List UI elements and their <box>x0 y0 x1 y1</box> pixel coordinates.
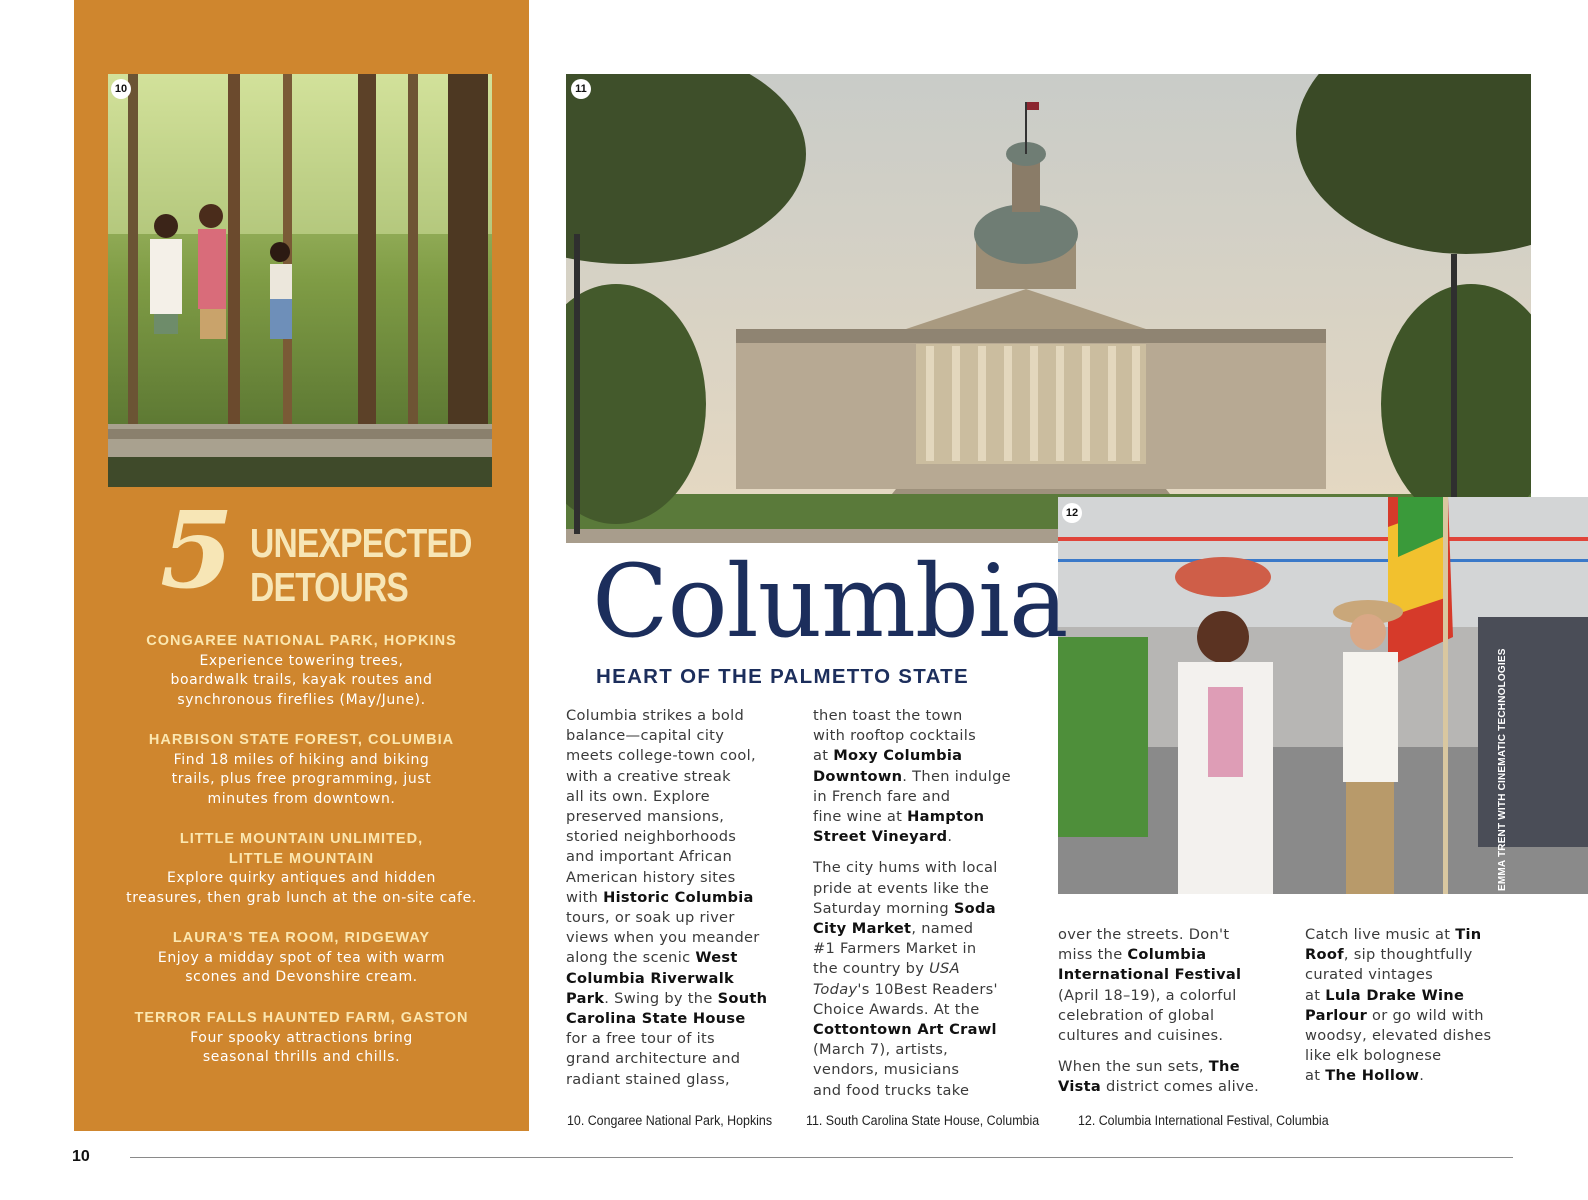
heading-line-2: DETOURS <box>250 564 409 610</box>
detour-item <box>74 830 529 908</box>
body-column-4: Catch live music at Tin Roof, sip thoughtfully curated vintages at Lula Drake Wine Parlour or go wild with woodsy, elevated dishes like elk bolognese at The Hollow. <box>1305 926 1492 1085</box>
page-number: 10 <box>72 1148 90 1165</box>
footer-rule <box>130 1157 1513 1158</box>
caption-11: 11. South Carolina State House, Columbia <box>806 1113 1040 1128</box>
photo-international-festival <box>1058 497 1588 894</box>
detour-desc-line: trails, plus free programming, just <box>171 771 432 787</box>
photo-state-house <box>566 74 1531 543</box>
detour-desc-line: Four spooky attractions bring <box>190 1029 413 1046</box>
detour-name: LITTLE MOUNTAIN <box>228 850 375 867</box>
detour-desc-line: Explore quirky antiques and hidden <box>167 870 436 886</box>
photo-badge-10: 10 <box>111 79 131 99</box>
detour-name: LAURA'S TEA ROOM, RIDGEWAY <box>172 930 431 946</box>
detour-name: TERROR FALLS HAUNTED FARM, GASTON <box>134 1010 469 1026</box>
detour-item <box>74 929 529 988</box>
detour-name: HARBISON STATE FOREST, COLUMBIA <box>148 732 455 748</box>
caption-10: 10. Congaree National Park, Hopkins <box>567 1113 773 1128</box>
photo-credit: EMMA TRENT WITH CINEMATIC TECHNOLOGIES <box>1497 648 1508 891</box>
heading-line-1: UNEXPECTED <box>250 520 472 566</box>
detour-desc-line: minutes from downtown. <box>207 790 396 807</box>
photo-badge-12: 12 <box>1062 503 1082 523</box>
article-subtitle: HEART OF THE PALMETTO STATE <box>596 665 969 688</box>
detour-desc-line: Enjoy a midday spot of tea with warm <box>157 949 446 966</box>
detour-item <box>74 731 529 809</box>
detour-item <box>74 1009 529 1068</box>
body-column-1: Columbia strikes a bold balance—capital city meets college-town cool, with a creative streak all its own. Explore preserved mansions, storied neighborhoods and important African American history sites with Historic Columbia tours, or soak up river views when you meander along the scenic West Columbia Riverwalk Park. Swing by the South Carolina State House for a free tour of its grand architecture and radiant stained glass, <box>566 707 768 1088</box>
detour-desc-line: Find 18 miles of hiking and biking <box>173 751 430 768</box>
body-column-3: over the streets. Don't miss the Columbia International Festival (April 18–19), a colorful celebration of global cultures and cuisines. When the sun sets, The Vista district comes alive. <box>1058 926 1260 1096</box>
photo-congaree-forest <box>108 74 492 487</box>
detour-desc-line: seasonal thrills and chills. <box>202 1049 401 1065</box>
detour-desc-line: synchronous fireflies (May/June). <box>177 691 426 708</box>
detour-desc-line: treasures, then grab lunch at the on-site cafe. <box>126 889 477 906</box>
detour-name: CONGAREE NATIONAL PARK, HOPKINS <box>146 633 457 649</box>
detours-heading <box>160 487 490 615</box>
caption-12: 12. Columbia International Festival, Columbia <box>1078 1113 1329 1128</box>
detour-desc-line: Experience towering trees, <box>199 652 404 669</box>
article-title: Columbia <box>592 543 1068 660</box>
detour-desc-line: scones and Devonshire cream. <box>185 969 418 985</box>
heading-number: 5 <box>160 487 234 612</box>
photo-badge-11: 11 <box>571 79 591 99</box>
body-column-2: then toast the town with rooftop cocktails at Moxy Columbia Downtown. Then indulge in French fare and fine wine at Hampton Street Vineyard. The city hums with local pride at events like the Saturday morning Soda City Market, named #1 Farmers Market in the country by USA Today's 10Best Readers' Choice Awards. At the Cottontown Art Crawl (March 7), artists, vendors, musicians and food trucks take <box>813 707 1011 1099</box>
detour-item <box>74 632 529 710</box>
detour-name: LITTLE MOUNTAIN UNLIMITED, <box>179 831 424 847</box>
detour-desc-line: boardwalk trails, kayak routes and <box>170 672 433 688</box>
